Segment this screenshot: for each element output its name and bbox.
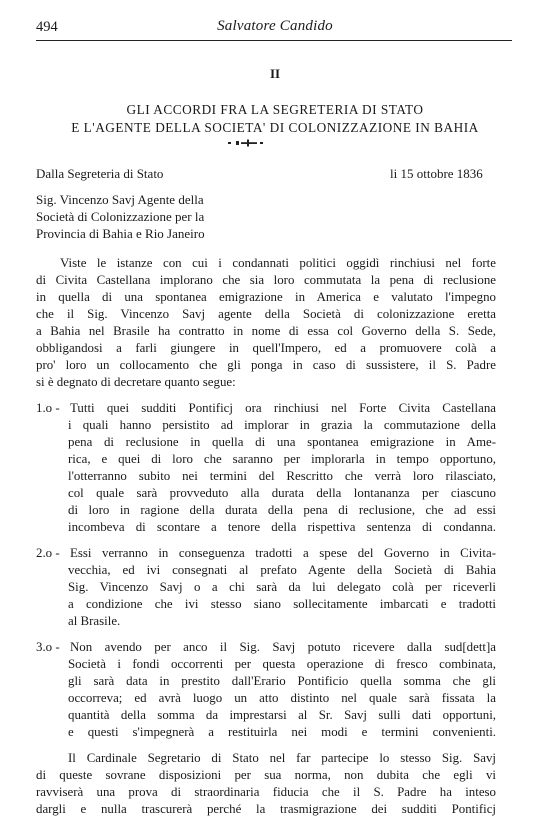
intro-line: Viste le istanze con cui i condannati politici oggidì rinchiusi nel forte [60, 256, 496, 270]
letter-date: li 15 ottobre 1836 [390, 166, 483, 181]
section-number: II [269, 66, 281, 81]
article-line: Sig. Vincenzo Savj o a chi sarà da lui delegato colà per riceverli [68, 580, 496, 594]
article-line: incombeva di scontare a tenore della rispettiva sentenza di condanna. [68, 520, 496, 534]
intro-line: si è degnato di decretare quanto segue: [36, 375, 236, 389]
intro-line: che il Sig. Vincenzo Savj agente della Società di colonizzazione eretta [36, 307, 496, 321]
ornament-divider [228, 139, 264, 147]
closing-line: Il Cardinale Segretario di Stato nel far partecipe lo stesso Sig. Savj [68, 751, 496, 765]
intro-line: in quella di una spontanea emigrazione in America e valutato l'impegno [36, 290, 496, 304]
article-line: Tutti quei sudditi Pontificj ora rinchiusi nel Forte Civita Castellana [70, 401, 496, 415]
article-line: di loro in ragione della durata della pena di reclusione, che ad essi [68, 503, 496, 517]
article-line: e questi s'impegnerà a restituirla nei modi e termini convenienti. [68, 725, 496, 739]
addressee-line: Sig. Vincenzo Savj Agente della [36, 192, 204, 207]
article-number: 2.o - [36, 546, 60, 560]
section-heading-line-1: GLI ACCORDI FRA LA SEGRETERIA DI STATO [126, 102, 424, 117]
article-line: i quali hanno persistito ad implorar in grazia la commutazione della [68, 418, 496, 432]
intro-line: obbligandosi a farli giungere in quell'Impero, ed a promuovere colà a [36, 341, 496, 355]
section-heading-line-2: E L'AGENTE DELLA SOCIETA' DI COLONIZZAZIONE IN BAHIA [71, 120, 479, 135]
closing-line: dargli e nulla trascurerà perché la trasmigrazione dei sudditi Pontificj [36, 802, 496, 816]
article-line: a condizione che ivi stesso siano sollecitamente imbarcati e tradotti [68, 597, 496, 611]
running-title: Salvatore Candido [217, 18, 333, 34]
article-line: l'otterranno subito nei termini del Rescritto che verrà loro rilasciato, [68, 469, 496, 483]
article-line: Essi verranno in conseguenza tradotti a spese del Governo in Civita- [70, 546, 496, 560]
page-number: 494 [36, 19, 58, 35]
article-line: quantità della somma da imprestarsi al Sr. Savj sulli dati opportuni, [68, 708, 496, 722]
article-line: col quale sarà provveduto alla durata della lontananza per ciascuno [68, 486, 496, 500]
article-line: occorreva; ed avrà luogo un atto distinto nel quale sarà fissata la [68, 691, 496, 705]
article-line: gli sarà data in prestito dall'Erario Pontificio quella somma che gli [68, 674, 496, 688]
article-line: rica, e quei di loro che saranno per implorarla in tempo opportuno, [68, 452, 496, 466]
addressee-line: Società di Colonizzazione per la [36, 209, 205, 224]
letter-sender: Dalla Segreteria di Stato [36, 166, 164, 181]
intro-line: a Bahia nel Brasile ha contratto in nome di essa col Governo della S. Sede, [36, 324, 496, 338]
addressee-line: Provincia di Bahia e Rio Janeiro [36, 226, 205, 241]
article-line: Società i fondi occorrenti per questa operazione di fresco combinata, [68, 657, 496, 671]
article-number: 1.o - [36, 401, 60, 415]
article-number: 3.o - [36, 640, 60, 654]
article-line: pena di reclusione in quella di una spontanea emigrazione in Ame- [68, 435, 496, 449]
article-line: Non avendo per anco il Sig. Savj potuto ricevere dalla sud[dett]a [70, 640, 496, 654]
intro-line: di Civita Castellana implorano che sia loro commutata la pena di reclusione [36, 273, 496, 287]
article-line: al Brasile. [68, 614, 121, 628]
closing-line: di queste sovrane disposizioni per sua norma, non dubita che egli vi [36, 768, 496, 782]
article-line: vecchia, ed ivi consegnati al prefato Agente della Società di Bahia [68, 563, 496, 577]
closing-line: ravviserà una prova di straordinaria fiducia che il S. Padre ha inteso [36, 785, 496, 799]
intro-line: pro' loro un collocamento che gli ponga in caso di sussistere, il S. Padre [36, 358, 496, 372]
header-rule [36, 40, 512, 41]
